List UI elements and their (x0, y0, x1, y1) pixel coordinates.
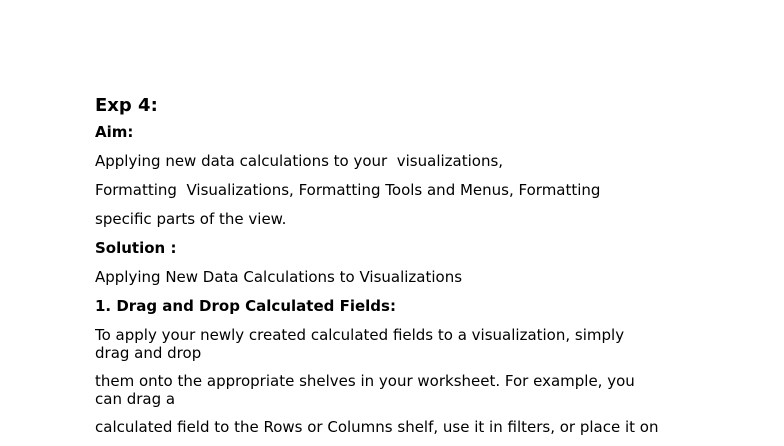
aim-label: Aim: (95, 123, 134, 141)
section-title: Applying New Data Calculations to Visualizations (95, 268, 463, 286)
aim-line-2: Formatting Visualizations, Formatting Tools and Menus, Formatting (95, 181, 601, 199)
document-body (95, 95, 735, 446)
aim-line-3: specific parts of the view. (95, 210, 287, 228)
solution-label: Solution : (95, 239, 177, 257)
step-1-paragraph-1: To apply your newly created calculated fields to a visualization, simply drag and drop (95, 326, 625, 362)
aim-line-1: Applying new data calculations to your visualizations, (95, 152, 504, 170)
step-1-paragraph-2: them onto the appropriate shelves in your worksheet. For example, you can drag a (95, 372, 635, 408)
step-1-paragraph-3: calculated field to the Rows or Columns shelf, use it in filters, or place it on (95, 418, 659, 436)
experiment-title: Exp 4: (95, 95, 158, 116)
step-1-title: 1. Drag and Drop Calculated Fields: (95, 297, 396, 315)
